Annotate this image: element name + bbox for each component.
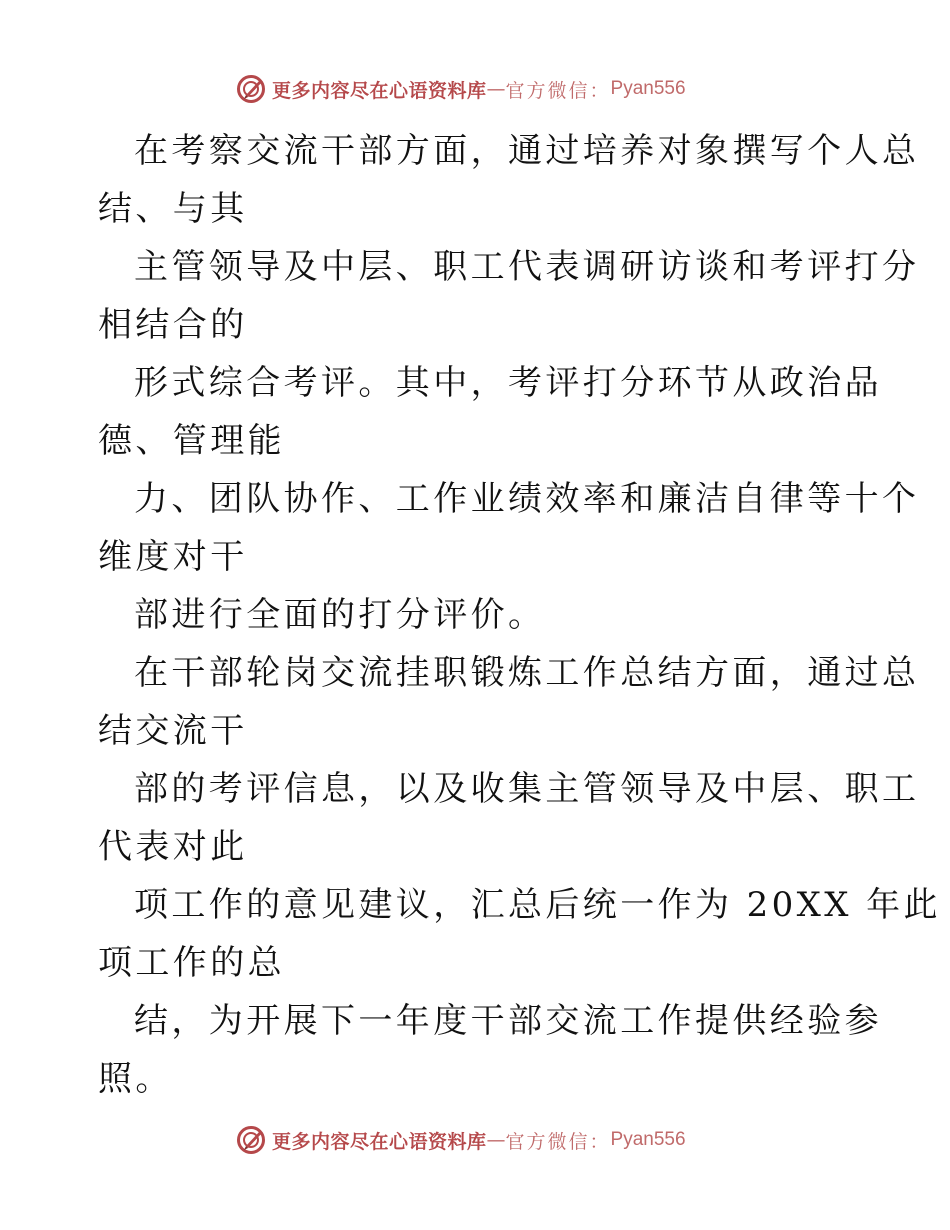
text-line: 力、团队协作、工作业绩效率和廉洁自律等十个: [134, 479, 920, 519]
footer-banner: [236, 1123, 756, 1157]
text-line: 部进行全面的打分评价。: [134, 595, 546, 635]
text-line: 结交流干: [98, 711, 248, 751]
text-line: 相结合的: [98, 305, 248, 345]
text-line: 在考察交流干部方面，通过培养对象撰写个人总: [134, 131, 920, 171]
text-line: 维度对干: [98, 537, 248, 577]
banner-wechat-account: Pyan556: [610, 1129, 686, 1150]
text-line: 结、与其: [98, 189, 248, 229]
banner-wechat-label: 官方微信：: [505, 79, 611, 102]
banner-wechat-account: Pyan556: [610, 78, 686, 99]
text-line: 代表对此: [98, 827, 248, 867]
text-line: 部的考评信息，以及收集主管领导及中层、职工: [134, 769, 920, 809]
banner-main-text: 更多内容尽在心语资料库: [272, 1130, 487, 1153]
text-line: 在干部轮岗交流挂职锻炼工作总结方面，通过总: [134, 653, 920, 693]
banner-main-text: 更多内容尽在心语资料库: [272, 79, 487, 102]
banner-wechat-label: 官方微信：: [505, 1130, 611, 1153]
text-line: 形式综合考评。其中，考评打分环节从政治品: [134, 363, 882, 403]
header-banner: [236, 72, 756, 106]
pen-logo-icon: [236, 74, 266, 104]
text-line: 德、管理能: [98, 421, 285, 461]
document-body: [98, 122, 941, 1108]
text-line: 主管领导及中层、职工代表调研访谈和考评打分: [134, 247, 920, 287]
banner-separator: —: [486, 1129, 506, 1151]
text-line: 项工作的意见建议，汇总后统一作为 20XX 年此: [134, 885, 941, 925]
text-line: 项工作的总: [98, 943, 285, 983]
text-line: 结，为开展下一年度干部交流工作提供经验参: [134, 1001, 882, 1041]
text-line: 照。: [98, 1059, 173, 1099]
pen-logo-icon: [236, 1125, 266, 1155]
banner-separator: —: [486, 78, 506, 100]
